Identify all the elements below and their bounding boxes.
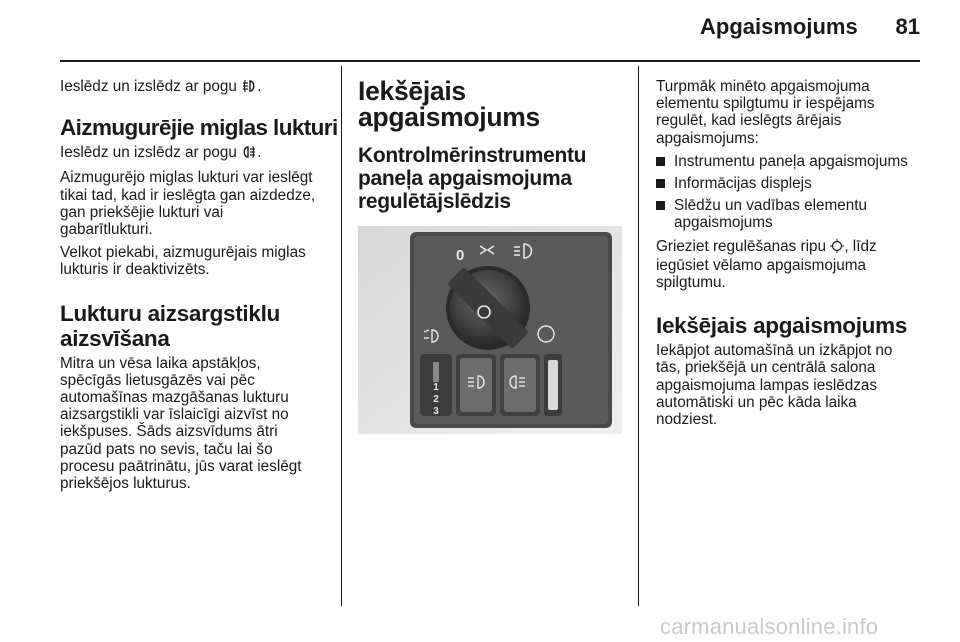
- trailer-text: Velkot piekabi, aizmugurējais miglas lukturis ir deaktivizēts.: [60, 244, 306, 279]
- column-2: [358, 78, 628, 223]
- header-rule: [60, 60, 920, 62]
- rear-fog-lamp-icon: [241, 145, 257, 163]
- rear-fog-heading: Aizmugurējie miglas lukturi: [60, 115, 338, 141]
- defog-heading: Lukturu aizsargstiklu aizsvīšana: [60, 300, 280, 351]
- rear-fog-condition-text: Aizmugurējo miglas lukturi var ieslēgt tikai tad, kad ir ieslēgta gan aizdedze, gan priekšējie lukturi vai gabarītlukturi.: [60, 169, 316, 239]
- column-divider-2: [638, 66, 639, 606]
- brightness-dial-icon: [830, 239, 844, 257]
- column-3: [656, 78, 926, 434]
- list-item: Slēdžu un vadības elementu apgaismojums: [656, 197, 926, 231]
- wheel-number-1: 1: [433, 382, 439, 393]
- wheel-number-3: 3: [433, 406, 439, 417]
- column-1: [60, 78, 338, 498]
- front-fog-text: Ieslēdz un izslēdz ar pogu .: [60, 78, 335, 97]
- rear-fog-text: Ieslēdz un izslēdz ar pogu .: [60, 144, 335, 163]
- light-switch-illustration: [358, 226, 622, 434]
- list-item: Informācijas displejs: [656, 175, 926, 192]
- front-fog-lamp-icon: [241, 79, 257, 97]
- defog-text: Mitra un vēsa laika apstākļos, spēcīgās lietusgāzēs vai pēc automašīnas mazgāšanas lukturu aizsargstikli var īslaicīgi aizvīst no iekšpuses. Šāds aizsvīdums ātri pazūd pats no sevis, taču lai šo procesu paātrinātu, jūs varat ieslēgt priekšējos lukturus.: [60, 354, 302, 493]
- list-item: Instrumentu paneļa apgaismojums: [656, 153, 926, 170]
- watermark: carmanualsonline.info: [660, 614, 879, 639]
- page-number: 81: [895, 14, 920, 39]
- intro-text: Turpmāk minēto apgaismojuma elementu spilgtumu ir iespējams regulēt, kad ieslēgts ārējais apgaismojums:: [656, 78, 875, 147]
- adjustable-items-list: [656, 153, 926, 232]
- column-divider-1: [341, 66, 342, 606]
- dimmer-heading: Kontrolmērinstrumentu paneļa apgaismojuma regulētājslēdzis: [358, 144, 587, 213]
- turn-dial-text: Grieziet regulēšanas ripu , līdz iegūsiet vēlamo apgaismojuma spilgtumu.: [656, 237, 877, 292]
- page-title: Apgaismojums: [700, 14, 858, 39]
- switch-zero-label: 0: [456, 247, 465, 264]
- interior-lighting-heading: Iekšējais apgaismojums: [656, 313, 908, 339]
- wheel-number-2: 2: [433, 394, 439, 405]
- interior-lighting-title: Iekšējais apgaismojums: [358, 76, 540, 132]
- interior-lighting-text: Iekāpjot automašīnā un izkāpjot no tās, priekšējā un centrālā salona apgaismojuma lampas ieslēdzas automātiski un pēc kāda laika nodziest.: [656, 342, 893, 429]
